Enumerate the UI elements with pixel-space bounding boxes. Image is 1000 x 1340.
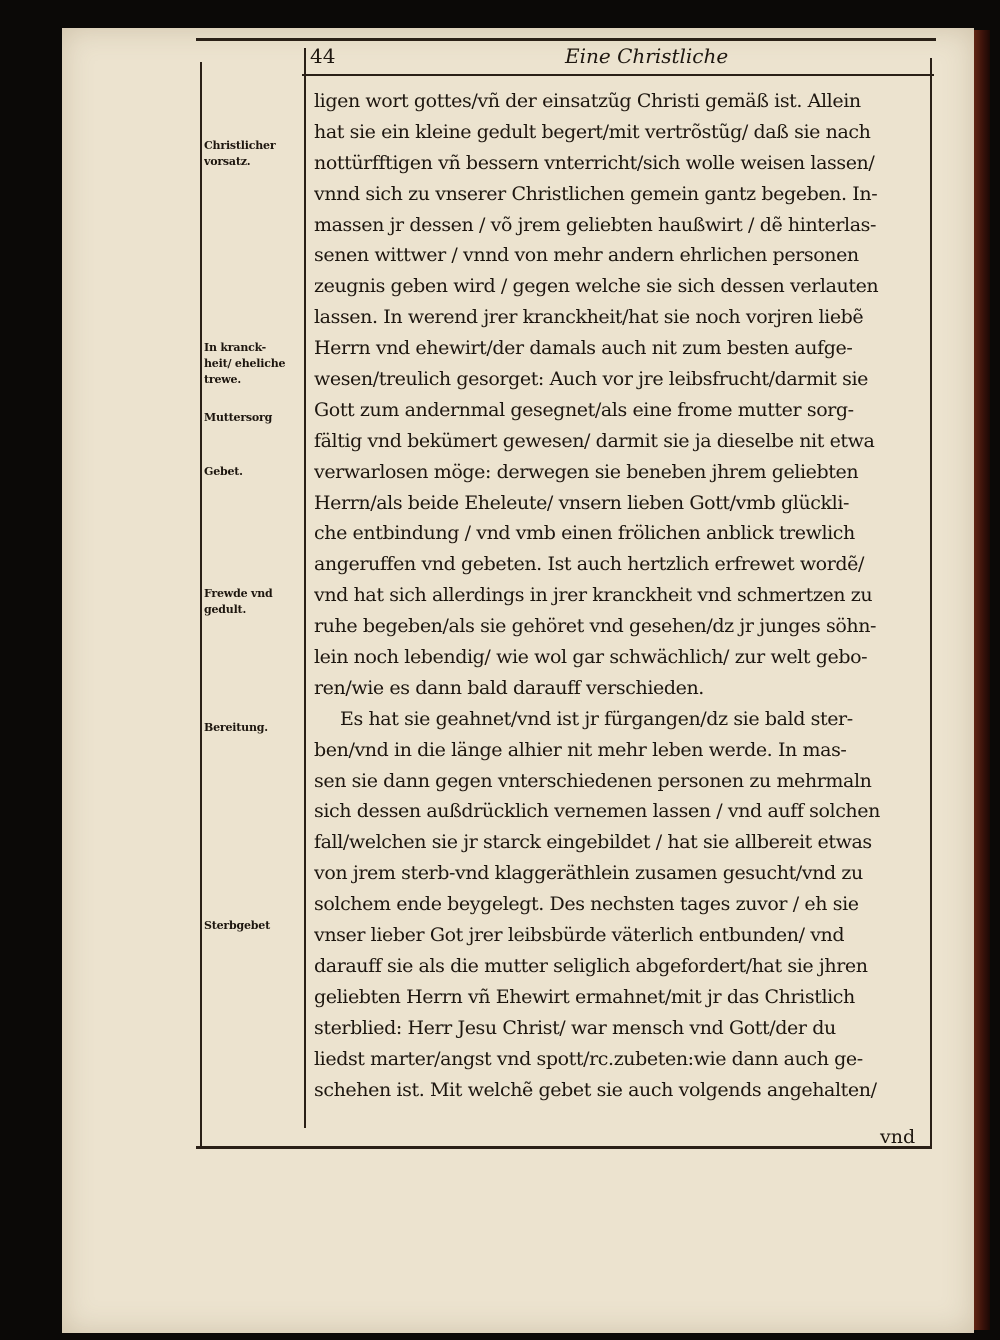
margin-note-line: In kranck- <box>204 341 266 354</box>
text-line: ben/vnd in die länge alhier nit mehr leben werde. In mas- <box>314 738 847 761</box>
margin-note-gebet <box>204 464 308 480</box>
outer-left-rule <box>200 62 202 1148</box>
text-line: angeruffen vnd gebeten. Ist auch hertzlich erfrewet wordẽ/ <box>314 553 865 576</box>
text-line: nottürfftigen vñ bessern vnterricht/sich wolle weisen lassen/ <box>314 151 875 174</box>
text-line: ligen wort gottes/vñ der einsatzũg Christi gemäß ist. Allein <box>314 90 861 112</box>
margin-note-line: trewe. <box>204 373 241 386</box>
text-line: fall/welchen sie jr starck eingebildet / hat sie allbereit etwas <box>314 831 872 854</box>
text-line: Herrn/als beide Eheleute/ vnsern lieben Gott/vmb glückli- <box>314 491 850 514</box>
margin-note-line: Sterbgebet <box>204 919 270 932</box>
margin-note-bereitung <box>204 720 308 736</box>
margin-note-christlicher-vorsatz <box>204 138 308 170</box>
text-line: schehen ist. Mit welchẽ gebet sie auch volgends angehalten/ <box>314 1078 877 1101</box>
top-rule <box>196 38 936 41</box>
page-number: 44 <box>310 44 336 68</box>
margin-note-line: vorsatz. <box>204 155 251 168</box>
margin-note-line: Bereitung. <box>204 721 268 734</box>
text-line: sen sie dann gegen vnterschiedenen personen zu mehrmaln <box>314 769 872 792</box>
margin-note-line: heit/ eheliche <box>204 357 286 370</box>
text-line: wesen/treulich gesorget: Auch vor jre leibsfrucht/darmit sie <box>314 368 868 391</box>
margin-note-line: gedult. <box>204 603 247 616</box>
text-line: vnser lieber Got jrer leibsbürde väterlich entbunden/ vnd <box>314 924 845 947</box>
book-fore-edge <box>972 30 990 1330</box>
text-line: lassen. In werend jrer kranckheit/hat sie noch vorjren liebẽ <box>314 306 864 329</box>
text-line: fältig vnd bekümert gewesen/ darmit sie ja dieselbe nit etwa <box>314 429 875 452</box>
text-line: von jrem sterb-vnd klaggeräthlein zusamen gesucht/vnd zu <box>314 862 863 885</box>
text-line: Herrn vnd ehewirt/der damals auch nit zum besten aufge- <box>314 337 853 360</box>
margin-note-line: Muttersorg <box>204 411 273 424</box>
text-line: sterblied: Herr Jesu Christ/ war mensch vnd Gott/der du <box>314 1016 836 1039</box>
text-line: hat sie ein kleine gedult begert/mit vertrõstũg/ daß sie nach <box>314 120 871 143</box>
text-line: massen jr dessen / võ jrem geliebten haußwirt / dẽ hinterlas- <box>314 213 877 236</box>
text-line: solchem ende beygelegt. Des nechsten tages zuvor / eh sie <box>314 893 859 916</box>
text-line: che entbindung / vnd vmb einen frölichen anblick trewlich <box>314 522 855 545</box>
text-line: geliebten Herrn vñ Ehewirt ermahnet/mit jr das Christlich <box>314 985 855 1008</box>
bottom-rule <box>196 1146 932 1149</box>
margin-note-line: Gebet. <box>204 465 243 478</box>
margin-note-kranckheit <box>204 340 308 388</box>
header-rule <box>302 74 934 76</box>
text-line-paragraph-start: Es hat sie geahnet/vnd ist jr fürgangen/dz sie bald ster- <box>340 707 853 730</box>
text-line: ren/wie es dann bald darauff verschieden. <box>314 676 704 699</box>
running-title: Eine Christliche <box>565 44 729 68</box>
margin-note-muttersorg <box>204 410 308 426</box>
text-line: sich dessen außdrücklich vernemen lassen / vnd auff solchen <box>314 800 880 823</box>
margin-note-sterbgebet <box>204 918 308 934</box>
text-line: darauff sie als die mutter seliglich abgefordert/hat sie jhren <box>314 954 868 977</box>
catchword: vnd <box>880 1126 916 1148</box>
main-text-block <box>314 86 932 1105</box>
margin-note-line: Christlicher <box>204 139 276 152</box>
text-line: lein noch lebendig/ wie wol gar schwächlich/ zur welt gebo- <box>314 646 868 669</box>
text-line: vnd hat sich allerdings in jrer kranckheit vnd schmertzen zu <box>314 584 873 607</box>
text-line: senen wittwer / vnnd von mehr andern ehrlichen personen <box>314 244 859 267</box>
text-line: Gott zum andernmal gesegnet/als eine frome mutter sorg- <box>314 398 854 421</box>
text-line: vnnd sich zu vnserer Christlichen gemein gantz begeben. In- <box>314 182 878 205</box>
text-line: ruhe begeben/als sie gehöret vnd gesehen/dz jr junges söhn- <box>314 615 877 638</box>
text-line: liedst marter/angst vnd spott/rc.zubeten:wie dann auch ge- <box>314 1047 863 1070</box>
margin-note-line: Frewde vnd <box>204 587 273 600</box>
text-line: zeugnis geben wird / gegen welche sie sich dessen verlauten <box>314 275 879 298</box>
margin-note-frewde-gedult <box>204 586 308 618</box>
text-line: verwarlosen möge: derwegen sie beneben jhrem geliebten <box>314 460 859 483</box>
